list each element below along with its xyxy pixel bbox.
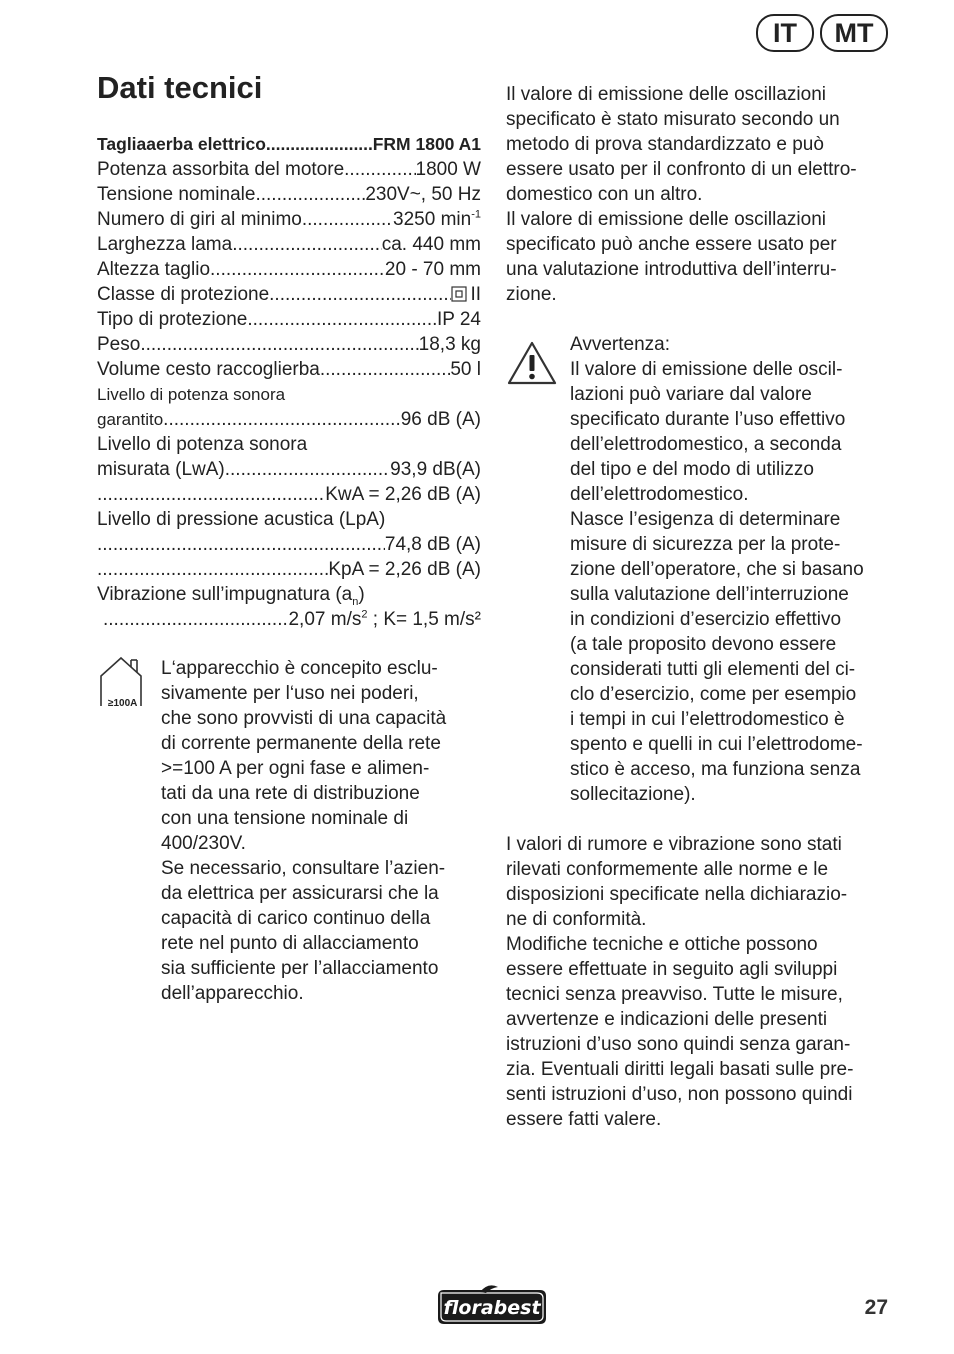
house-note-text	[161, 656, 481, 1006]
closing-text	[506, 832, 892, 1132]
vibration-heading-close: )	[358, 584, 365, 605]
warning-triangle-icon	[506, 340, 558, 393]
spec-lpa-heading: Livello di pressione acustica (LpA)	[97, 509, 386, 530]
spec-lwa-meas	[97, 457, 481, 482]
spec-value: 1800 W	[415, 159, 481, 180]
florabest-logo	[436, 1284, 548, 1331]
spec-cut-height	[97, 257, 481, 282]
note-line: L‘apparecchio è concepito esclu-	[161, 658, 438, 679]
spec-value-text: II	[470, 284, 481, 305]
text-line: zione.	[506, 284, 557, 305]
spec-value-sup: 2	[361, 608, 368, 621]
spec-value: KpA = 2,26 dB (A)	[328, 559, 481, 580]
note-line: 400/230V.	[161, 833, 246, 854]
spec-power	[97, 157, 481, 182]
spec-rpm	[97, 207, 481, 232]
text-line: specificato può anche essere usato per	[506, 234, 837, 255]
text-line: rilevati conformemente alle norme e le	[506, 859, 829, 880]
note-line: sia sufficiente per l’allacciamento	[161, 958, 439, 979]
warning-line: Il valore di emissione delle oscil-	[570, 359, 843, 380]
warning-line: dell’elettrodomestico.	[570, 484, 749, 505]
house-connection-note	[97, 656, 481, 1006]
language-badge-mt: MT	[820, 14, 888, 52]
warning-line: Nasce l’esigenza di determinare	[570, 509, 841, 530]
double-insulation-icon	[451, 286, 467, 302]
right-column	[506, 82, 892, 1132]
language-badges	[756, 14, 888, 52]
text-line: ne di conformità.	[506, 909, 647, 930]
text-line: senti istruzioni d’uso, non possono quindi	[506, 1084, 853, 1105]
house-100a-icon	[97, 656, 147, 721]
note-line: rete nel punto di allacciamento	[161, 933, 419, 954]
warning-line: stico è acceso, ma funziona senza	[570, 759, 861, 780]
spec-value: 74,8 dB (A)	[384, 534, 481, 555]
spec-protection-type	[97, 307, 481, 332]
text-line: istruzioni d’uso sono quindi senza garan-	[506, 1034, 851, 1055]
logo-text: florabest	[443, 1297, 541, 1319]
page-title: Dati tecnici	[97, 70, 263, 105]
text-line: Il valore di emissione delle oscillazioni	[506, 84, 826, 105]
spec-lwa-guar-heading: Livello di potenza sonora	[97, 385, 286, 404]
warning-line: sulla valutazione dell’interruzione	[570, 584, 849, 605]
spec-lpa	[97, 532, 481, 557]
warning-line: zione dell’operatore, che si basano	[570, 559, 864, 580]
spec-label: Volume cesto raccoglierba	[97, 359, 320, 380]
spec-label: garantito	[97, 410, 164, 429]
spec-protection-class	[97, 282, 481, 307]
spec-vibration-heading	[97, 582, 481, 607]
warning-line: (a tale proposito devono essere	[570, 634, 837, 655]
spec-label: Numero di giri al minimo	[97, 209, 302, 230]
spec-label: Classe di protezione	[97, 284, 270, 305]
spec-label: Peso	[97, 334, 141, 355]
spec-value	[451, 282, 481, 307]
warning-line: del tipo e del modo di utilizzo	[570, 459, 814, 480]
spec-label: Tipo di protezione	[97, 309, 248, 330]
spec-label: Tagliaaerba elettrico	[97, 134, 266, 154]
spec-weight	[97, 332, 481, 357]
spec-value	[393, 207, 481, 232]
vibration-heading-text: Vibrazione sull’impugnatura (a	[97, 584, 353, 605]
text-line: I valori di rumore e vibrazione sono stati	[506, 834, 842, 855]
spec-voltage	[97, 182, 481, 207]
spec-basket	[97, 357, 481, 382]
note-line: di corrente permanente della rete	[161, 733, 441, 754]
spec-value-rest: ; K= 1,5 m/s²	[367, 609, 481, 630]
note-line: con una tensione nominale di	[161, 808, 409, 829]
spec-value: ca. 440 mm	[381, 234, 481, 255]
note-line: >=100 A per ogni fase e alimen-	[161, 758, 430, 779]
spec-value: 50 l	[450, 359, 481, 380]
warning-line: dell’elettrodomestico, a seconda	[570, 434, 842, 455]
note-line: che sono provvisti di una capacità	[161, 708, 447, 729]
text-line: zia. Eventuali diritti legali basati sulle pre-	[506, 1059, 854, 1080]
spec-value-text: 2,07 m/s	[288, 609, 362, 630]
spec-model	[97, 132, 481, 157]
spec-lwa-guar	[97, 407, 481, 432]
warning-line: specificato durante l’uso effettivo	[570, 409, 846, 430]
spec-label: misurata (LwA)	[97, 459, 225, 480]
spec-kpa	[97, 557, 481, 582]
warning-line: clo d’esercizio, come per esempio	[570, 684, 857, 705]
text-line: domestico con un altro.	[506, 184, 703, 205]
spec-value: 18,3 kg	[418, 334, 481, 355]
spec-value: KwA = 2,26 dB (A)	[325, 484, 481, 505]
spec-value: 96 dB (A)	[400, 409, 481, 430]
text-line: una valutazione introduttiva dell’interru-	[506, 259, 837, 280]
vibration-intro-text	[506, 82, 892, 307]
text-line: avvertenze e indicazioni delle presenti	[506, 1009, 828, 1030]
spec-label: Larghezza lama	[97, 234, 233, 255]
spec-value: 230V~, 50 Hz	[365, 184, 481, 205]
warning-line: i tempi in cui l’elettrodomestico è	[570, 709, 845, 730]
text-line: specificato è stato misurato secondo un	[506, 109, 840, 130]
spec-vibration	[97, 607, 481, 632]
spec-kwa	[97, 482, 481, 507]
spec-value-text: 3250 min	[393, 209, 472, 230]
text-line: disposizioni specificate nella dichiarazio-	[506, 884, 848, 905]
spec-blade-width	[97, 232, 481, 257]
spec-value: 93,9 dB(A)	[390, 459, 481, 480]
text-line: essere effettuate in seguito agli sviluppi	[506, 959, 838, 980]
note-line: capacità di carico continuo della	[161, 908, 431, 929]
warning-line: spento e quelli in cui l’elettrodome-	[570, 734, 863, 755]
text-line: tecnici senza preavviso. Tutte le misure,	[506, 984, 843, 1005]
spec-label: Potenza assorbita del motore	[97, 159, 345, 180]
warning-line: in condizioni d’esercizio effettivo	[570, 609, 842, 630]
language-badge-it: IT	[756, 14, 814, 52]
spec-value: FRM 1800 A1	[372, 134, 481, 154]
warning-line: misure di sicurezza per la prote-	[570, 534, 841, 555]
spec-value-sup: -1	[471, 208, 481, 221]
text-line: Modifiche tecniche e ottiche possono	[506, 934, 818, 955]
left-column	[97, 132, 481, 1006]
warning-line: Avvertenza:	[570, 334, 670, 355]
spec-label: Tensione nominale	[97, 184, 256, 205]
page-number: 27	[864, 1296, 888, 1319]
spec-value	[288, 607, 481, 632]
warning-text	[570, 332, 892, 807]
note-line: tati da una rete di distribuzione	[161, 783, 420, 804]
note-line: Se necessario, consultare l’azien-	[161, 858, 446, 879]
warning-block	[506, 332, 892, 807]
note-line: dell’apparecchio.	[161, 983, 304, 1004]
spec-value: 20 - 70 mm	[384, 259, 481, 280]
spec-lwa-meas-heading: Livello di potenza sonora	[97, 434, 308, 455]
text-line: Il valore di emissione delle oscillazioni	[506, 209, 826, 230]
warning-line: sollecitazione).	[570, 784, 696, 805]
note-line: da elettrica per assicurarsi che la	[161, 883, 439, 904]
spec-label: Altezza taglio	[97, 259, 211, 280]
text-line: essere fatti valere.	[506, 1109, 662, 1130]
vibration-heading-sub: n	[352, 595, 359, 608]
note-line: sivamente per l‘uso nei poderi,	[161, 683, 419, 704]
warning-line: lazioni può variare dal valore	[570, 384, 812, 405]
warning-line: considerati tutti gli elementi del ci-	[570, 659, 856, 680]
text-line: metodo di prova standardizzato e può	[506, 134, 824, 155]
text-line: essere usato per il confronto di un elettro-	[506, 159, 857, 180]
house-icon-label: ≥100A	[108, 698, 138, 709]
spec-value: IP 24	[436, 309, 481, 330]
